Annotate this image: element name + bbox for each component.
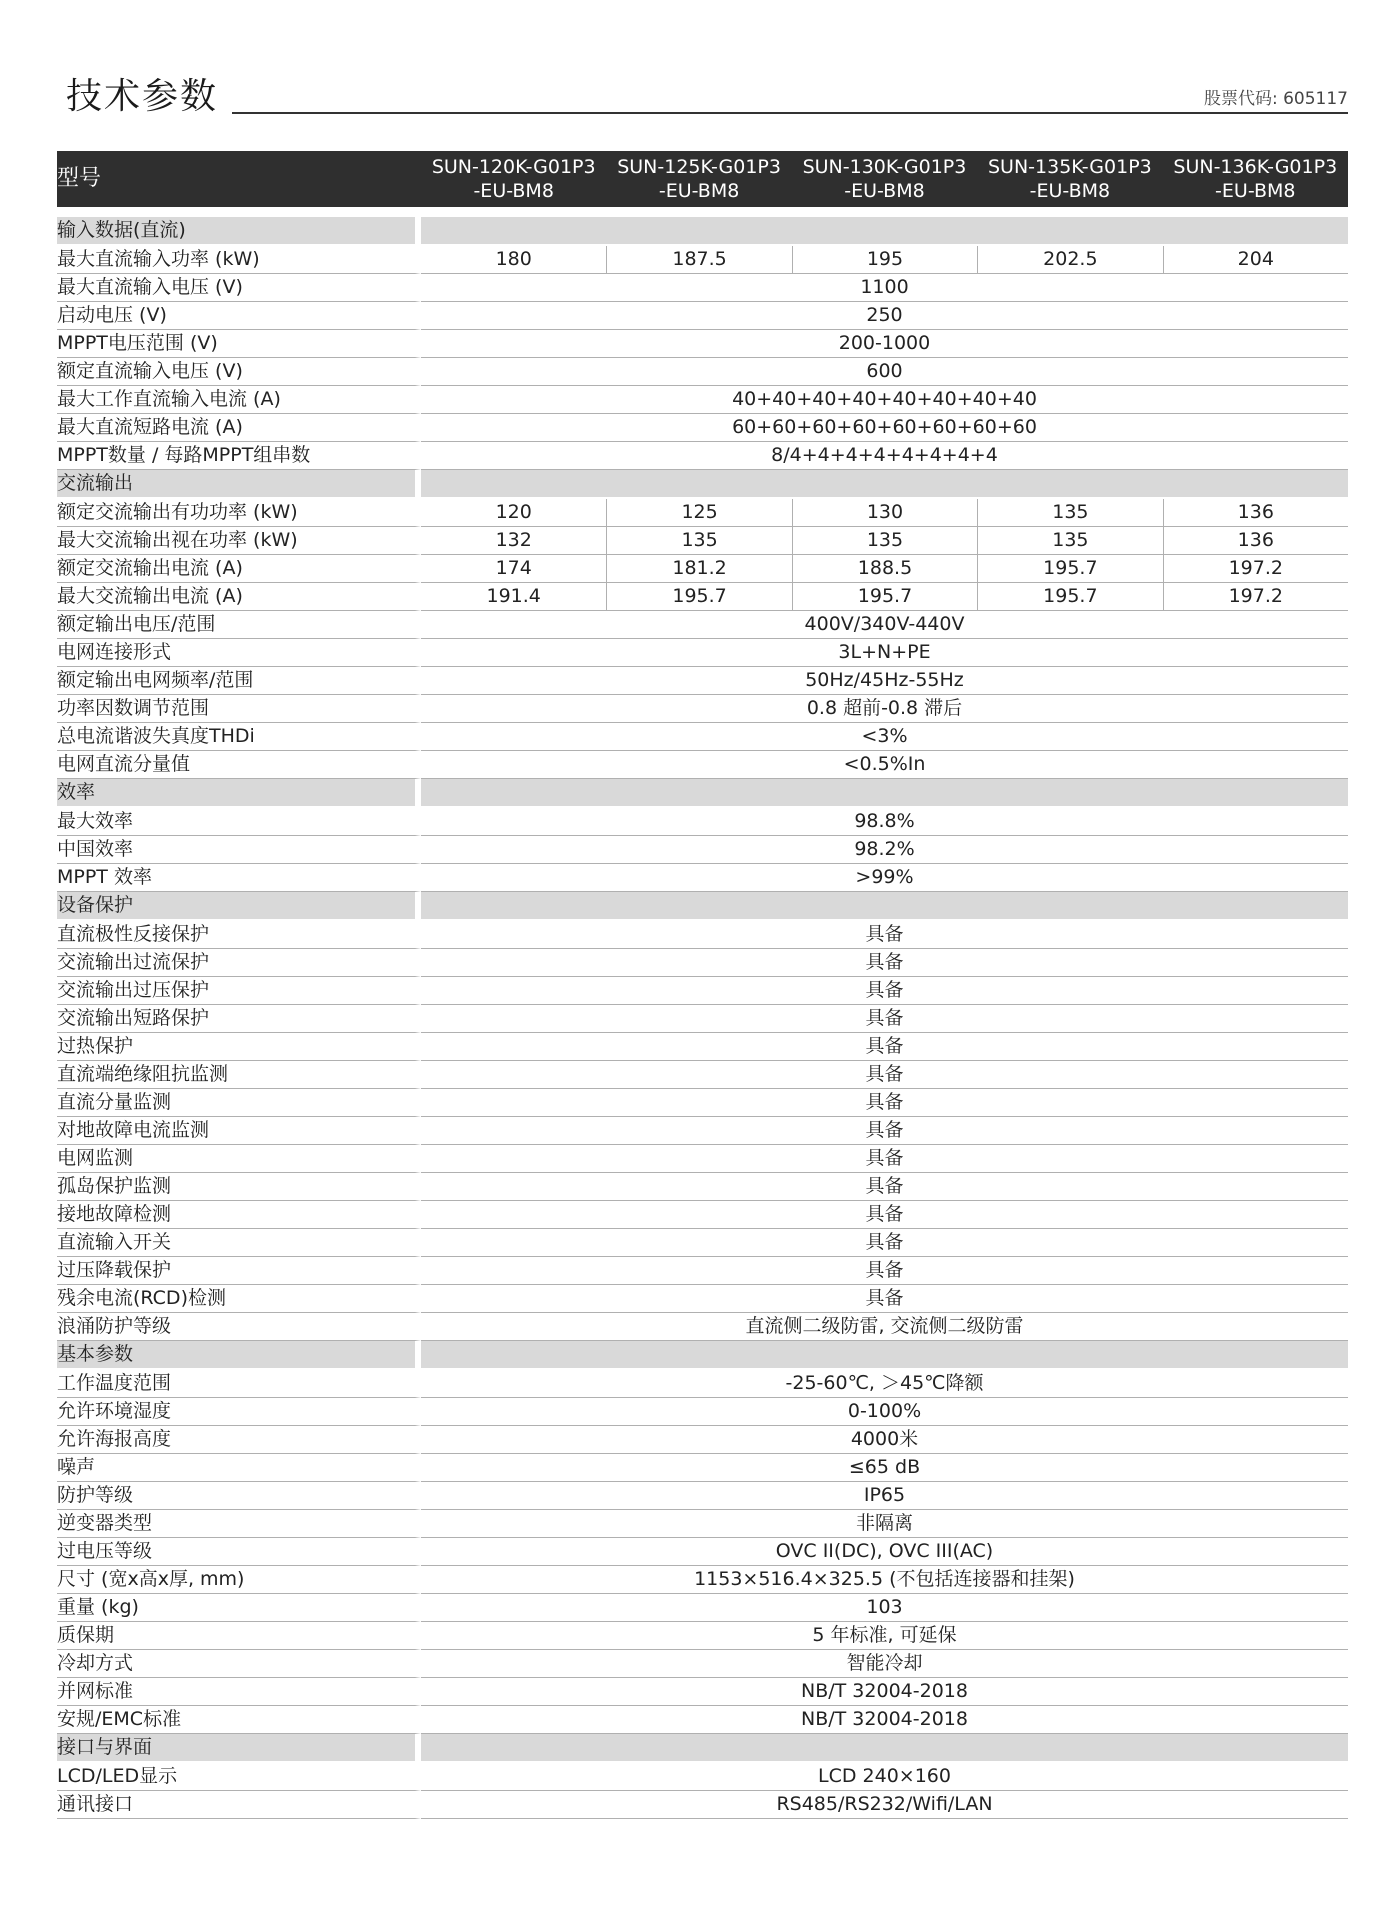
spec-label: 通讯接口 xyxy=(57,1791,421,1819)
spec-row xyxy=(57,1173,1348,1201)
spec-label: 直流分量监测 xyxy=(57,1089,421,1117)
model-header-row xyxy=(57,151,1348,207)
spec-value: 130 xyxy=(792,499,977,527)
spec-label: 电网监测 xyxy=(57,1145,421,1173)
spec-value: 181.2 xyxy=(606,555,791,583)
spec-value: 具备 xyxy=(421,1257,1348,1285)
section-title: 基本参数 xyxy=(57,1341,421,1370)
spec-row xyxy=(57,414,1348,442)
spec-label: 并网标准 xyxy=(57,1678,421,1706)
spec-label: 重量 (kg) xyxy=(57,1594,421,1622)
spec-value: ≤65 dB xyxy=(421,1454,1348,1482)
spec-value: 136 xyxy=(1163,527,1348,555)
spec-row xyxy=(57,639,1348,667)
spec-label: 逆变器类型 xyxy=(57,1510,421,1538)
model-name-line2: -EU-BM8 xyxy=(473,180,554,202)
spec-value: 40+40+40+40+40+40+40+40 xyxy=(421,386,1348,414)
spec-value: 具备 xyxy=(421,921,1348,949)
spec-label: 最大交流输出视在功率 (kW) xyxy=(57,527,421,555)
spec-row xyxy=(57,667,1348,695)
section-header-row xyxy=(57,470,1348,499)
model-header-cell xyxy=(421,151,606,207)
spec-value: <0.5%In xyxy=(421,751,1348,779)
spec-row xyxy=(57,921,1348,949)
spec-label: 工作温度范围 xyxy=(57,1370,421,1398)
model-name-line2: -EU-BM8 xyxy=(1029,180,1111,202)
spec-label: 允许环境湿度 xyxy=(57,1398,421,1426)
spec-row xyxy=(57,1061,1348,1089)
spec-row xyxy=(57,1370,1348,1398)
model-header-cell xyxy=(1163,151,1348,207)
spec-label: 总电流谐波失真度THDi xyxy=(57,723,421,751)
spec-row xyxy=(57,864,1348,892)
spec-value: 具备 xyxy=(421,1005,1348,1033)
spec-value: 0.8 超前-0.8 滞后 xyxy=(421,695,1348,723)
model-label: 型号 xyxy=(57,151,421,207)
spec-row xyxy=(57,1763,1348,1791)
spec-body xyxy=(57,217,1348,1819)
section-title: 输入数据(直流) xyxy=(57,217,421,246)
spec-value: 250 xyxy=(421,302,1348,330)
spec-row xyxy=(57,1285,1348,1313)
section-header-row xyxy=(57,1341,1348,1370)
spec-row xyxy=(57,1398,1348,1426)
spec-row xyxy=(57,1313,1348,1341)
spec-label: 过热保护 xyxy=(57,1033,421,1061)
spec-label: 过电压等级 xyxy=(57,1538,421,1566)
spec-value: 8/4+4+4+4+4+4+4+4 xyxy=(421,442,1348,470)
spec-label: 最大交流输出电流 (A) xyxy=(57,583,421,611)
spec-value: 197.2 xyxy=(1163,583,1348,611)
spec-label: 直流极性反接保护 xyxy=(57,921,421,949)
spec-value: 188.5 xyxy=(792,555,977,583)
model-name-line1: SUN-125K-G01P3 xyxy=(617,156,781,178)
spec-row xyxy=(57,1622,1348,1650)
spec-value: 具备 xyxy=(421,1061,1348,1089)
spec-value: 103 xyxy=(421,1594,1348,1622)
spec-value: 195.7 xyxy=(792,583,977,611)
spec-label: 电网直流分量值 xyxy=(57,751,421,779)
spec-value: 135 xyxy=(977,499,1162,527)
spec-value: IP65 xyxy=(421,1482,1348,1510)
spec-table xyxy=(57,151,1348,1819)
spec-label: MPPT数量 / 每路MPPT组串数 xyxy=(57,442,421,470)
model-header-cell xyxy=(792,151,977,207)
section-title: 设备保护 xyxy=(57,892,421,921)
spec-label: 防护等级 xyxy=(57,1482,421,1510)
spec-row xyxy=(57,274,1348,302)
spec-label: 电网连接形式 xyxy=(57,639,421,667)
spec-row xyxy=(57,1005,1348,1033)
spec-row xyxy=(57,1201,1348,1229)
spec-row xyxy=(57,1650,1348,1678)
spec-row xyxy=(57,442,1348,470)
spec-row xyxy=(57,386,1348,414)
spec-row xyxy=(57,611,1348,639)
spec-value: 125 xyxy=(606,499,791,527)
section-header-row xyxy=(57,1734,1348,1763)
section-bar xyxy=(421,1734,1348,1763)
spec-value: 204 xyxy=(1163,246,1348,274)
section-title: 效率 xyxy=(57,779,421,808)
spec-value: RS485/RS232/Wifi/LAN xyxy=(421,1791,1348,1819)
section-bar xyxy=(421,892,1348,921)
spec-value: 600 xyxy=(421,358,1348,386)
spec-value: NB/T 32004-2018 xyxy=(421,1706,1348,1734)
spec-row xyxy=(57,555,1348,583)
header-rule xyxy=(226,112,1348,114)
spec-label: LCD/LED显示 xyxy=(57,1763,421,1791)
spec-row xyxy=(57,1482,1348,1510)
spec-label: 最大直流短路电流 (A) xyxy=(57,414,421,442)
spec-label: MPPT电压范围 (V) xyxy=(57,330,421,358)
spec-label: 最大效率 xyxy=(57,808,421,836)
spec-value: 60+60+60+60+60+60+60+60 xyxy=(421,414,1348,442)
spec-label: 最大直流输入电压 (V) xyxy=(57,274,421,302)
spec-row xyxy=(57,1257,1348,1285)
spec-value: 400V/340V-440V xyxy=(421,611,1348,639)
spec-row xyxy=(57,1706,1348,1734)
spec-value: 98.2% xyxy=(421,836,1348,864)
spec-row xyxy=(57,527,1348,555)
spec-value: 具备 xyxy=(421,977,1348,1005)
spec-value: 135 xyxy=(792,527,977,555)
section-bar xyxy=(421,470,1348,499)
spec-label: 最大直流输入功率 (kW) xyxy=(57,246,421,274)
spec-label: 启动电压 (V) xyxy=(57,302,421,330)
spec-label: 安规/EMC标准 xyxy=(57,1706,421,1734)
spec-label: 允许海报高度 xyxy=(57,1426,421,1454)
spec-label: MPPT 效率 xyxy=(57,864,421,892)
spec-value: 191.4 xyxy=(421,583,606,611)
spec-value: 非隔离 xyxy=(421,1510,1348,1538)
spec-row xyxy=(57,695,1348,723)
spec-label: 最大工作直流输入电流 (A) xyxy=(57,386,421,414)
spec-value: 195.7 xyxy=(977,555,1162,583)
spec-label: 额定输出电网频率/范围 xyxy=(57,667,421,695)
header-spacer xyxy=(57,207,1348,217)
spec-row xyxy=(57,1510,1348,1538)
spec-value: -25-60℃, ＞45℃降额 xyxy=(421,1370,1348,1398)
spec-value: 50Hz/45Hz-55Hz xyxy=(421,667,1348,695)
spec-value: 具备 xyxy=(421,1285,1348,1313)
spec-value: 136 xyxy=(1163,499,1348,527)
spec-label: 交流输出过压保护 xyxy=(57,977,421,1005)
spec-value: <3% xyxy=(421,723,1348,751)
spec-label: 接地故障检测 xyxy=(57,1201,421,1229)
spec-row xyxy=(57,358,1348,386)
spec-value: 1153×516.4×325.5 (不包括连接器和挂架) xyxy=(421,1566,1348,1594)
spec-row xyxy=(57,1594,1348,1622)
spec-value: 135 xyxy=(606,527,791,555)
spec-label: 中国效率 xyxy=(57,836,421,864)
model-name-line1: SUN-120K-G01P3 xyxy=(431,156,596,178)
spec-row xyxy=(57,1229,1348,1257)
model-name-line2: -EU-BM8 xyxy=(658,180,740,202)
spec-label: 残余电流(RCD)检测 xyxy=(57,1285,421,1313)
spec-row xyxy=(57,1791,1348,1819)
spec-value: NB/T 32004-2018 xyxy=(421,1678,1348,1706)
spec-value: 3L+N+PE xyxy=(421,639,1348,667)
spec-label: 噪声 xyxy=(57,1454,421,1482)
spec-value: 195.7 xyxy=(606,583,791,611)
spec-label: 额定输出电压/范围 xyxy=(57,611,421,639)
spec-value: 具备 xyxy=(421,949,1348,977)
model-name-line1: SUN-136K-G01P3 xyxy=(1173,156,1338,178)
spec-row xyxy=(57,1033,1348,1061)
spec-row xyxy=(57,1117,1348,1145)
spec-label: 尺寸 (宽x高x厚, mm) xyxy=(57,1566,421,1594)
spec-value: 200-1000 xyxy=(421,330,1348,358)
spec-label: 额定交流输出有功功率 (kW) xyxy=(57,499,421,527)
spec-label: 直流输入开关 xyxy=(57,1229,421,1257)
spec-value: 具备 xyxy=(421,1201,1348,1229)
spec-value: >99% xyxy=(421,864,1348,892)
model-name-line1: SUN-130K-G01P3 xyxy=(802,156,967,178)
spec-row xyxy=(57,246,1348,274)
spec-value: 120 xyxy=(421,499,606,527)
spec-value: 174 xyxy=(421,555,606,583)
model-name-line2: -EU-BM8 xyxy=(1215,180,1296,202)
spec-value: 4000米 xyxy=(421,1426,1348,1454)
spec-value: LCD 240×160 xyxy=(421,1763,1348,1791)
section-bar xyxy=(421,217,1348,246)
model-name-line1: SUN-135K-G01P3 xyxy=(987,156,1152,178)
spec-row xyxy=(57,1426,1348,1454)
spec-row xyxy=(57,1454,1348,1482)
spec-value: 具备 xyxy=(421,1033,1348,1061)
section-bar xyxy=(421,779,1348,808)
spec-value: 具备 xyxy=(421,1145,1348,1173)
spec-row xyxy=(57,1678,1348,1706)
spec-value: 1100 xyxy=(421,274,1348,302)
spec-row xyxy=(57,1538,1348,1566)
model-header-cell xyxy=(606,151,791,207)
spec-row xyxy=(57,977,1348,1005)
spec-label: 浪涌防护等级 xyxy=(57,1313,421,1341)
spec-value: 195.7 xyxy=(977,583,1162,611)
spec-value: 具备 xyxy=(421,1229,1348,1257)
spec-row xyxy=(57,751,1348,779)
spec-row xyxy=(57,330,1348,358)
spec-label: 直流端绝缘阻抗监测 xyxy=(57,1061,421,1089)
section-title: 交流输出 xyxy=(57,470,421,499)
section-header-row xyxy=(57,779,1348,808)
spec-value: 180 xyxy=(421,246,606,274)
spec-value: 智能冷却 xyxy=(421,1650,1348,1678)
section-header-row xyxy=(57,892,1348,921)
spec-row xyxy=(57,723,1348,751)
spec-label: 额定直流输入电压 (V) xyxy=(57,358,421,386)
spec-label: 质保期 xyxy=(57,1622,421,1650)
spec-row xyxy=(57,836,1348,864)
spec-value: 197.2 xyxy=(1163,555,1348,583)
spec-label: 交流输出短路保护 xyxy=(57,1005,421,1033)
spec-value: 具备 xyxy=(421,1117,1348,1145)
spec-label: 额定交流输出电流 (A) xyxy=(57,555,421,583)
spec-value: 195 xyxy=(792,246,977,274)
spec-value: OVC II(DC), OVC III(AC) xyxy=(421,1538,1348,1566)
page-header xyxy=(66,74,1348,120)
spec-label: 过压降载保护 xyxy=(57,1257,421,1285)
section-bar xyxy=(421,1341,1348,1370)
page-title: 技术参数 xyxy=(66,74,232,120)
spec-row xyxy=(57,949,1348,977)
spec-value: 具备 xyxy=(421,1089,1348,1117)
spec-row xyxy=(57,1145,1348,1173)
spec-value: 132 xyxy=(421,527,606,555)
spec-value: 5 年标准, 可延保 xyxy=(421,1622,1348,1650)
spec-label: 冷却方式 xyxy=(57,1650,421,1678)
spec-row xyxy=(57,808,1348,836)
spec-value: 0-100% xyxy=(421,1398,1348,1426)
spec-row xyxy=(57,583,1348,611)
spec-row xyxy=(57,302,1348,330)
spec-value: 202.5 xyxy=(977,246,1162,274)
spec-value: 187.5 xyxy=(606,246,791,274)
spec-row xyxy=(57,499,1348,527)
spec-value: 具备 xyxy=(421,1173,1348,1201)
spec-row xyxy=(57,1566,1348,1594)
spec-value: 135 xyxy=(977,527,1162,555)
section-title: 接口与界面 xyxy=(57,1734,421,1763)
spec-label: 孤岛保护监测 xyxy=(57,1173,421,1201)
spec-label: 交流输出过流保护 xyxy=(57,949,421,977)
spec-row xyxy=(57,1089,1348,1117)
spec-label: 功率因数调节范围 xyxy=(57,695,421,723)
model-name-line2: -EU-BM8 xyxy=(844,180,925,202)
spec-label: 对地故障电流监测 xyxy=(57,1117,421,1145)
spec-value: 98.8% xyxy=(421,808,1348,836)
spec-value: 直流侧二级防雷, 交流侧二级防雷 xyxy=(421,1313,1348,1341)
stock-code: 股票代码: 605117 xyxy=(1194,84,1348,109)
model-header-cell xyxy=(977,151,1162,207)
section-header-row xyxy=(57,217,1348,246)
